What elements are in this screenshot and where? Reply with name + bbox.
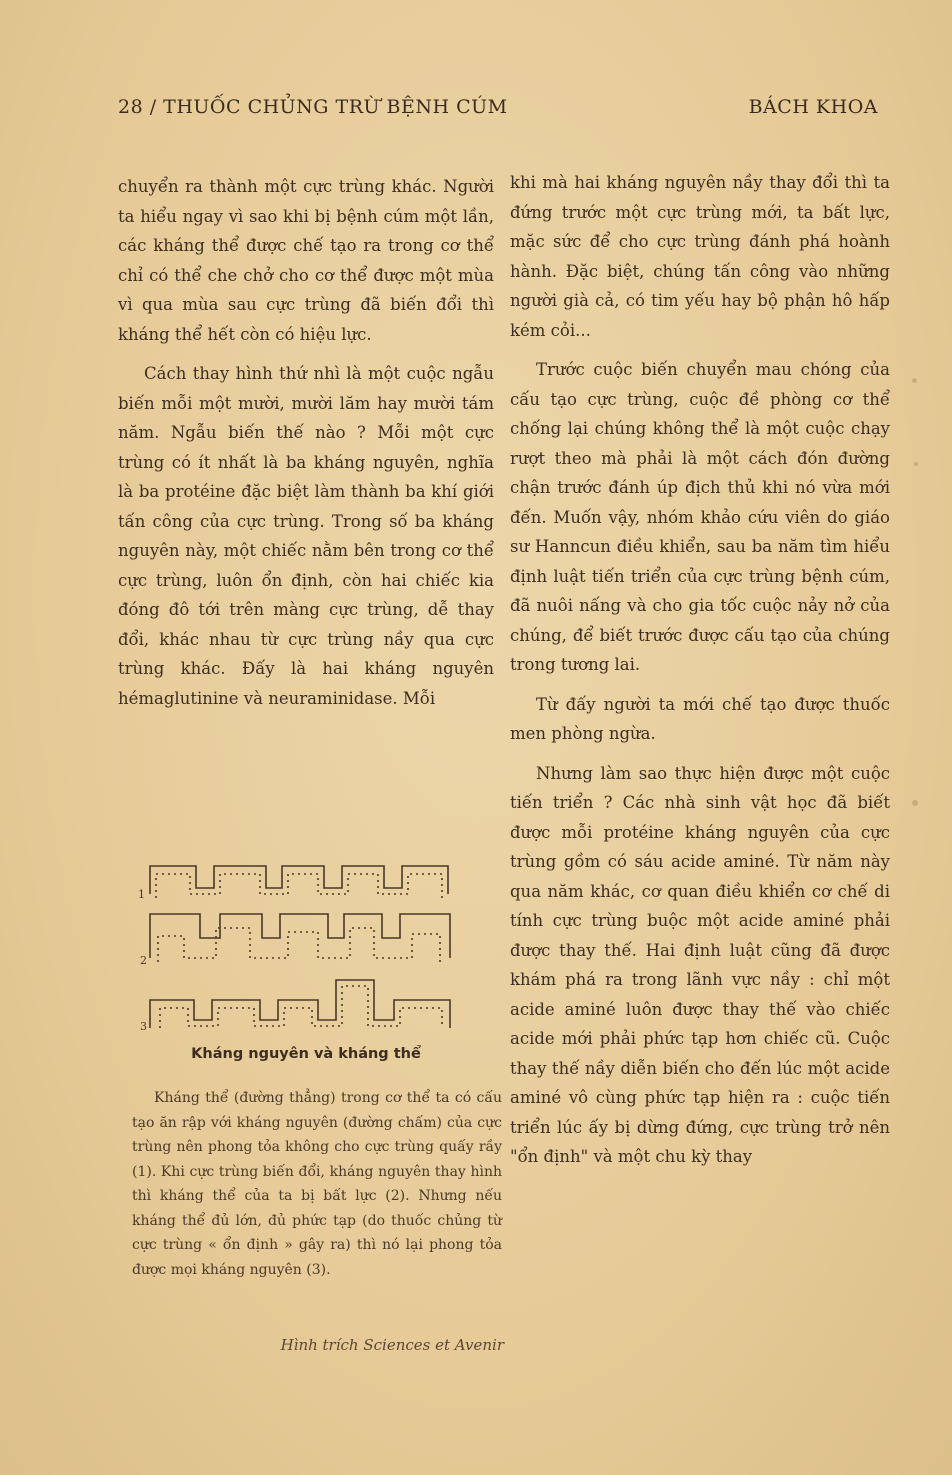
antigen-dots-3 <box>160 986 442 1028</box>
figure-credit: Hình trích Sciences et Avenir <box>280 1336 504 1354</box>
right-paragraph-3: Từ đấy người ta mới chế tạo được thuốc men phòng ngừa. <box>510 694 890 743</box>
running-header <box>118 96 878 126</box>
header-publication: BÁCH KHOA <box>748 96 878 118</box>
left-column <box>118 172 494 723</box>
header-page-title: 28 / THUỐC CHỦNG TRỪ BỆNH CÚM <box>118 96 508 118</box>
paper-speck <box>914 462 918 466</box>
antigen-dots-1 <box>156 874 442 898</box>
antibody-line-3 <box>150 980 450 1028</box>
diagram-label-2: 2 <box>140 954 147 967</box>
right-paragraph-2: Trước cuộc biến chuyển mau chóng của cấu tạo cực trùng, cuộc đề phòng cơ thể chống lại chúng không thể là một cuộc chạy rượt theo mà phải là một cách đón đường chận trước đánh úp địch thủ khi nó vừa mới đến. Muốn vậy, nhóm khảo cứu viên do giáo sư Hanncun điều khiển, sau ba năm tìm hiểu định luật tiến triển của cực trùng bệnh cúm, đã nuôi nấng và cho gia tốc cuộc nảy nở của chúng, để biết trước được cấu tạo của chúng trong tương lai. <box>510 360 890 674</box>
figure-title: Kháng nguyên và kháng thể <box>191 1046 421 1062</box>
paper-speck <box>912 378 917 383</box>
right-paragraph-4: Nhưng làm sao thực hiện được một cuộc tiến triển ? Các nhà sinh vật học đã biết được mỗi protéine kháng nguyên của cực trùng gồm có sáu acide aminé. Từ năm này qua năm khác, cơ quan điều khiển cơ chế di tính cực trùng buộc một acide aminé phải được thay thế. Hai định luật cũng đã được khám phá ra trong lãnh vực nầy : chỉ một acide aminé luôn được thay thế vào chiếc acide mới phải phức tạp hơn chiếc cũ. Cuộc thay thế nầy diễn biến cho đến lúc một acide aminé vô cùng phức tạp hiện ra : cuộc tiến triển lúc ấy bị dừng đứng, cực trùng trở nên "ổn định" và một chu kỳ thay <box>510 763 890 1166</box>
antibody-line-1 <box>150 866 448 894</box>
right-paragraph-1: khi mà hai kháng nguyên nầy thay đổi thì ta đứng trước một cực trùng mới, ta bất lực, mặc sức để cho cực trùng đánh phá hoành hành. Đặc biệt, chúng tấn công vào những người già cả, có tim yếu hay bộ phận hô hấp kém cỏi... <box>510 173 890 340</box>
diagram-label-1: 1 <box>138 888 145 901</box>
right-column <box>510 168 890 1182</box>
left-paragraph-2: Cách thay hình thứ nhì là một cuộc ngẫu biến mỗi một mười, mười lăm hay mười tám năm. Ngẫu biến thế nào ? Mỗi một cực trùng có ít nhất là ba kháng nguyên, nghĩa là ba protéine đặc biệt làm thành ba khí giới tấn công của cực trùng. Trong số ba kháng nguyên này, một chiếc nằm bên trong cơ thể cực trùng, luôn ổn định, còn hai chiếc kia đóng đô tới trên màng cực trùng, dễ thay đổi, khác nhau từ cực trùng nầy qua cực trùng khác. Đấy là hai kháng nguyên hémaglutinine và neuraminidase. Mỗi <box>118 364 494 708</box>
antigen-antibody-diagram <box>138 858 458 1038</box>
diagram-label-3: 3 <box>140 1020 147 1033</box>
antibody-line-2 <box>150 914 450 958</box>
left-paragraph-1: chuyển ra thành một cực trùng khác. Người ta hiểu ngay vì sao khi bị bệnh cúm một lần, các kháng thể được chế tạo ra trong cơ thể chỉ có thể che chở cho cơ thể được một mùa vì qua mùa sau cực trùng đã biến đổi thì kháng thể hết còn có hiệu lực. <box>118 177 494 344</box>
paper-speck <box>912 800 918 806</box>
figure-caption: Kháng thể (đường thẳng) trong cơ thể ta có cấu tạo ăn rập với kháng nguyên (đường chấm) của cực trùng nên phong tỏa không cho cực trùng quấy rầy (1). Khi cực trùng biến đổi, kháng nguyên thay hình thì kháng thể của ta bị bất lực (2). Nhưng nếu kháng thể đủ lớn, đủ phức tạp (do thuốc chủng từ cực trùng « ổn định » gây ra) thì nó lại phong tỏa được mọi kháng nguyên (3). <box>132 1090 502 1278</box>
